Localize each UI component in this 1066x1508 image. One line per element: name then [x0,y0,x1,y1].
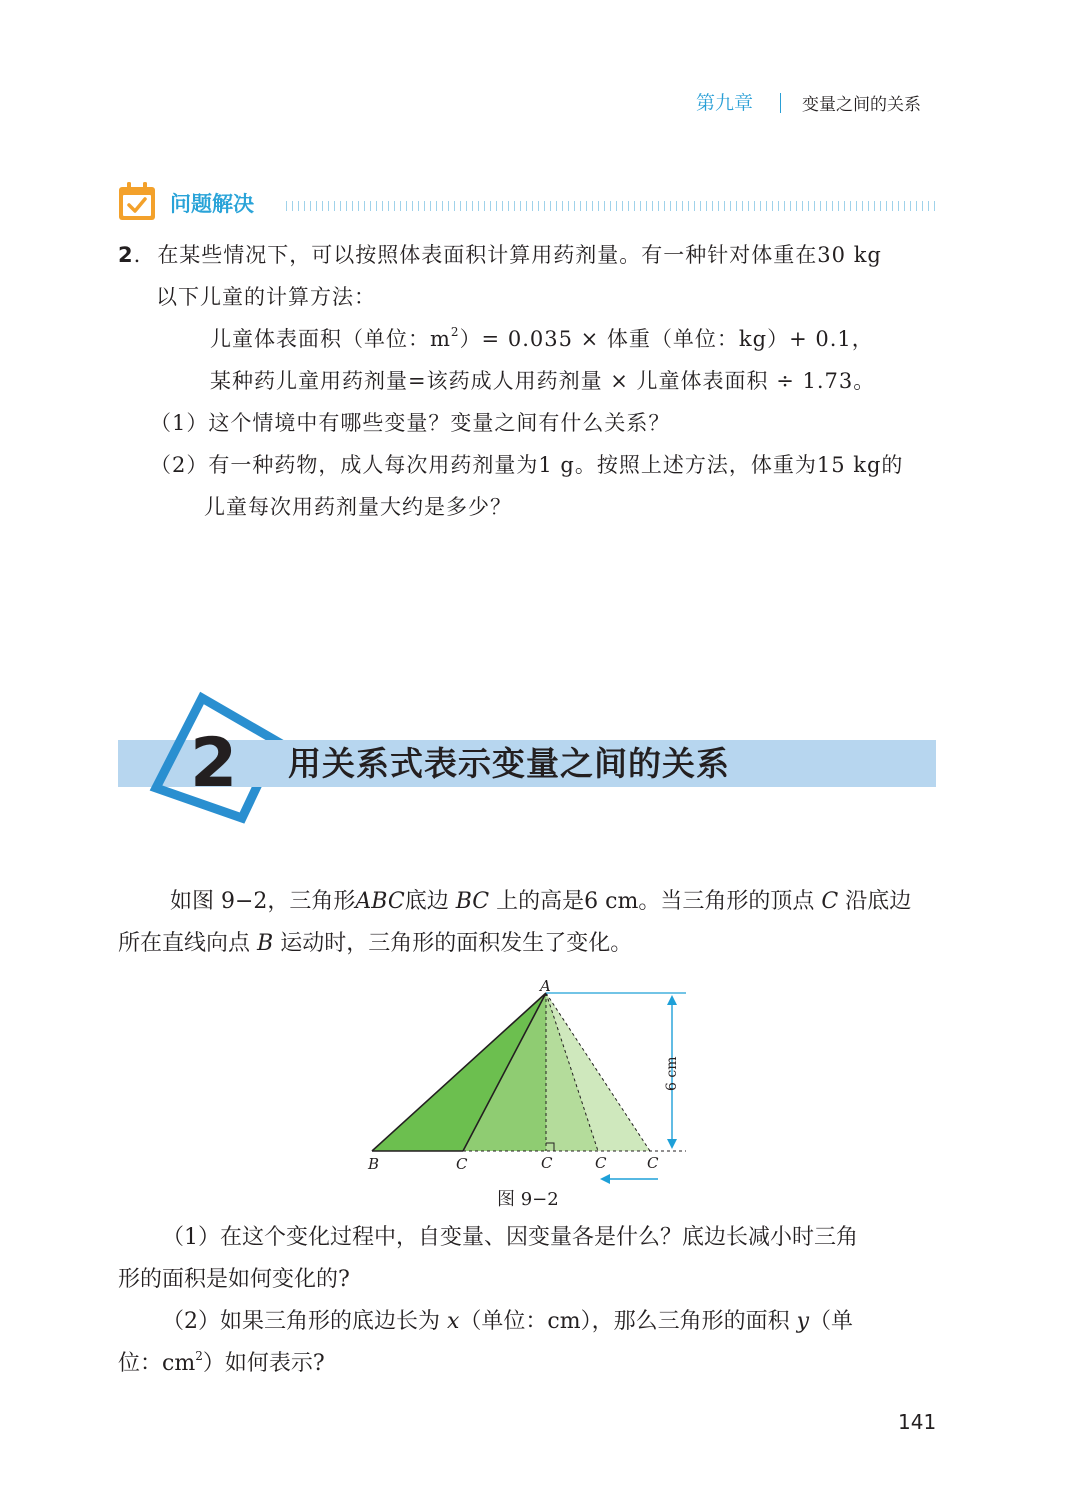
figure-caption: 图 9−2 [497,1189,559,1210]
problem-section-title: 问题解决 [170,192,254,216]
intro-line-2 [118,928,632,960]
question-1-line-2: 形的面积是如何变化的? [118,1267,350,1292]
formula-body-surface [210,324,874,354]
formula-1-part-b: ）= 0.035 × 体重（单位：kg）+ 0.1， [459,327,874,351]
problem-line-2: 以下儿童的计算方法： [156,285,376,309]
height-arrow-top [667,995,677,1005]
problem-number: 2 [118,243,134,267]
problem-question-1: （1）这个情境中有哪些变量？变量之间有什么关系？ [150,411,671,435]
label-c-1: C [456,1155,468,1173]
section-title: 用关系式表示变量之间的关系 [288,744,730,783]
chapter-label: 第九章 [696,92,754,114]
page-number: 141 [898,1410,937,1434]
question-2-line-1 [162,1306,853,1338]
label-a: A [540,977,551,995]
question-text: 位：cm [118,1351,196,1376]
intro-text: 如图 9−2，三角形 [170,889,356,914]
label-c-2: C [541,1154,553,1172]
intro-text: 上的高是6 cm。当三角形的顶点 [496,889,815,914]
question-text: （2）如果三角形的底边长为 [162,1309,440,1334]
intro-text: 沿底边 [845,889,912,914]
height-arrow-bottom [667,1139,677,1149]
formula-1-superscript: 2 [450,325,460,339]
intro-text: 所在直线向点 [118,931,251,956]
section-dotted-rule [286,201,938,211]
height-label: 6 cm [664,1056,680,1091]
question-text: （单位：cm），那么三角形的面积 [459,1309,790,1334]
question-1-line-1: （1）在这个变化过程中，自变量、因变量各是什么？底边长减小时三角 [162,1225,858,1250]
intro-text: 底边 [404,889,449,914]
formula-1-part-a: 儿童体表面积（单位：m [210,327,451,351]
question-text: （单 [809,1309,854,1334]
label-c-3: C [595,1154,607,1172]
variable-x: x [447,1309,460,1334]
problem-text: 在某些情况下，可以按照体表面积计算用药剂量。有一种针对体重在30 kg [157,243,882,267]
label-c-4: C [647,1154,659,1172]
triangle-name: ABC [355,889,405,914]
problem-question-2: （2）有一种药物，成人每次用药剂量为1 g。按照上述方法，体重为15 kg的 [150,453,904,477]
triangle-figure [360,975,700,1185]
point-name: C [821,889,839,914]
variable-y: y [796,1309,810,1334]
formula-dosage: 某种药儿童用药剂量=该药成人用药剂量 × 儿童体表面积 ÷ 1.73。 [210,369,876,393]
header-divider [780,93,781,113]
problem-line-1: 2. 在某些情况下，可以按照体表面积计算用药剂量。有一种针对体重在30 kg [118,243,882,267]
problem-question-2-cont: 儿童每次用药剂量大约是多少？ [204,495,512,519]
point-name: B [257,931,274,956]
section-number: 2 [190,724,238,803]
motion-arrow-head [600,1174,610,1184]
unit-superscript: 2 [195,1348,203,1363]
intro-text: 运动时，三角形的面积发生了变化。 [280,931,633,956]
label-b: B [368,1155,380,1173]
intro-line-1 [170,886,911,918]
calendar-check-icon [118,181,156,221]
question-text: ）如何表示? [202,1351,325,1376]
chapter-title: 变量之间的关系 [802,95,921,115]
segment-name: BC [455,889,490,914]
question-2-line-2 [118,1348,325,1380]
